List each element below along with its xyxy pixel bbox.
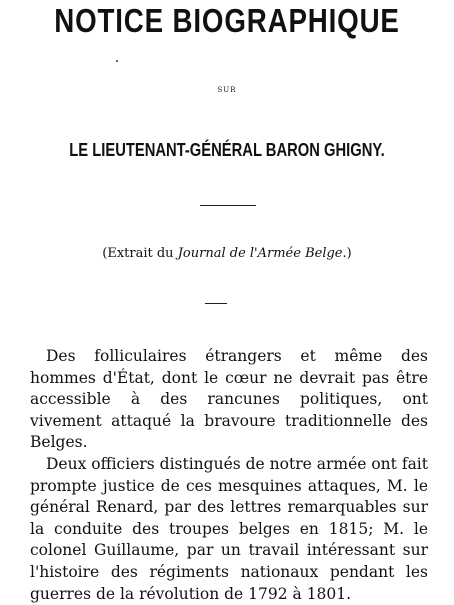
body-text <box>30 346 428 605</box>
body-paragraph-2: Deux officiers distingués de notre armée ont fait prompte justice de ces mesquines attaques, M. le général Renard, par des lettres remarquables sur la conduite des troupes belges en 1815; M. le colonel Guillaume, par un travail intéressant sur l'histoire des régiments nationaux pendant les guerres de la révolution de 1792 à 1801. <box>30 454 428 603</box>
body-paragraph-1: Des folliculaires étrangers et même des hommes d'État, dont le cœur ne devrait pas être accessible à des rancunes politiques, ont vivement attaqué la bravoure traditionnelle des Belges. <box>30 347 428 452</box>
print-speck <box>116 60 118 62</box>
sur-label: SUR <box>217 86 237 94</box>
source-note-prefix: (Extrait du <box>102 246 178 261</box>
divider-rule <box>200 205 256 206</box>
short-divider-rule <box>205 303 227 304</box>
source-journal-name: Journal de l'Armée Belge <box>177 246 343 261</box>
source-note-suffix: .) <box>342 246 352 261</box>
source-note <box>0 246 454 261</box>
page-subtitle: LE LIEUTENANT-GÉNÉRAL BARON GHIGNY. <box>69 140 385 160</box>
page-title: NOTICE BIOGRAPHIQUE <box>54 2 400 39</box>
